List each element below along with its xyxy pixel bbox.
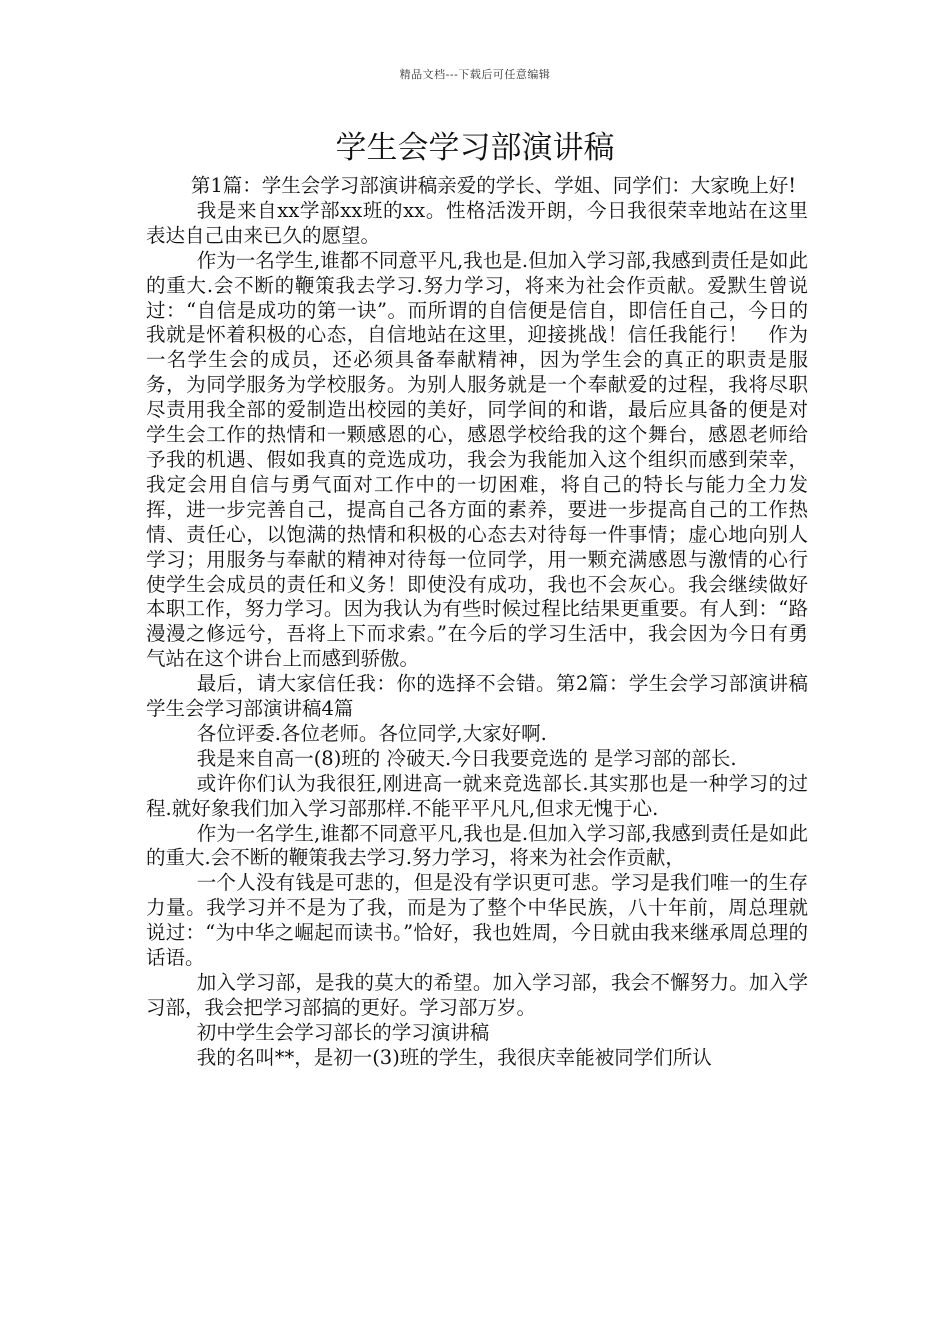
- paragraph: 第1篇：学生会学习部演讲稿亲爱的学长、学姐、同学们：大家晚上好!: [190, 174, 797, 197]
- document-body: [146, 174, 808, 1071]
- paragraph: 最后，请大家信任我：你的选择不会错。第2篇：学生会学习部演讲稿学生会学习部演讲稿4篇: [146, 672, 808, 721]
- paragraph: 各位评委.各位老师。各位同学,大家好啊.: [196, 721, 547, 745]
- paragraph: 或许你们认为我很狂,刚进高一就来竞选部长.其实那也是一种学习的过程.就好象我们加入学习部那样.不能平平凡凡,但求无愧于心.: [146, 771, 808, 820]
- paragraph: 我的名叫**，是初一(3)班的学生，我很庆幸能被同学们所认: [196, 1045, 712, 1069]
- document-title: 学生会学习部演讲稿: [335, 130, 615, 166]
- paragraph: 加入学习部，是我的莫大的希望。加入学习部，我会不懈努力。加入学习部，我会把学习部搞的更好。学习部万岁。: [146, 971, 808, 1019]
- page-header-note: 精品文档---下载后可任意编辑: [399, 68, 551, 81]
- paragraph: 作为一名学生,谁都不同意平凡,我也是.但加入学习部,我感到责任是如此的重大.会不断的鞭策我去学习.努力学习，将来为社会作贡献，: [146, 821, 808, 870]
- paragraph: 一个人没有钱是可悲的，但是没有学识更可悲。学习是我们唯一的生存力量。我学习并不是为了我，而是为了整个中华民族，八十年前，周总理就说过：“为中华之崛起而读书。”恰好，我也姓周，今日就由我来继承周总理的话语。: [146, 871, 808, 970]
- paragraph: 我是来自高一(8)班的 冷破天.今日我要竞选的 是学习部的部长.: [196, 746, 737, 770]
- paragraph: 我是来自xx学部xx班的xx。性格活泼开朗，今日我很荣幸地站在这里表达自己由来已久的愿望。: [146, 198, 808, 247]
- paragraph: 初中学生会学习部长的学习演讲稿: [196, 1020, 490, 1044]
- paragraph: 作为一名学生,谁都不同意平凡,我也是.但加入学习部,我感到责任是如此的重大.会不断的鞭策我去学习.努力学习，将来为社会作贡献。爱默生曾说过：“自信是成功的第一诀”。而所谓的自信便是信自，即信任自己，今日的我就是怀着积极的心态，自信地站在这里，迎接挑战！信任我能行！ 作为一名学生会的成员，还必须具备奉献精神，因为学生会的真正的职责是服务，为同学服务为学校服务。为别人服务就是一个奉献爱的过程，我将尽职尽责用我全部的爱制造出校园的美好，同学间的和谐，最后应具备的便是对学生会工作的热情和一颗感恩的心，感恩学校给我的这个舞台，感恩老师给予我的机遇、假如我真的竞选成功，我会为我能加入这个组织而感到荣幸，我定会用自信与勇气面对工作中的一切困难，将自己的特长与能力全力发挥，进一步完善自己，提高自己各方面的素养，要进一步提高自己的工作热情、责任心，以饱满的热情和积极的心态去对待每一件事情；虚心地向别人学习；用服务与奉献的精神对待每一位同学，用一颗充满感恩与激情的心行使学生会成员的责任和义务！即使没有成功，我也不会灰心。我会继续做好本职工作，努力学习。因为我认为有些时候过程比结果更重要。有人到：“路漫漫之修远兮，吾将上下而求索。”在今后的学习生活中，我会因为今日有勇气站在这个讲台上而感到骄傲。: [146, 248, 808, 671]
